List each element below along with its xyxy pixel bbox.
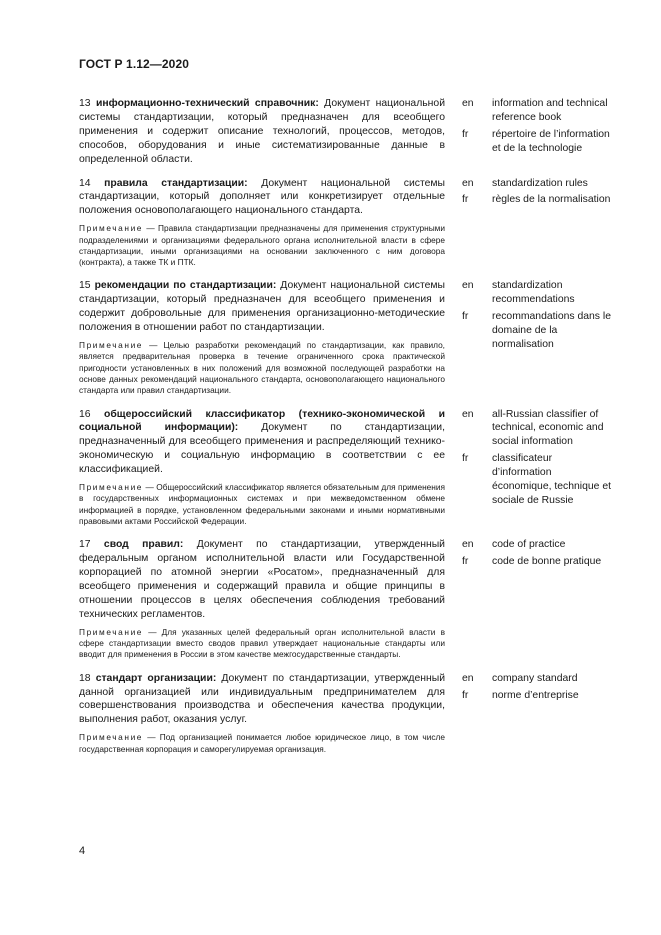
note-text: — Общероссийский классификатор является обязательным для применения в государственных информационных системах и при межведомственном обмене информацией в порядке, установленном федеральными законами и иными нормативными правовыми актами Российской Федерации. (79, 482, 445, 526)
term-body (79, 177, 445, 275)
term-note (79, 627, 445, 661)
term-number: 18 (79, 672, 91, 684)
term-entry (79, 538, 613, 666)
term-number: 17 (79, 539, 91, 551)
term-body (79, 279, 445, 402)
term-body (79, 408, 445, 534)
equivalent-en-text: all-Russian classifier of technical, economic and social information (492, 408, 604, 448)
term-definition-text: Документ по стандартизации, предназначенный для всеобщего применения и распределяющий технико-экономическую и социальную информацию в соответствии с ее классификацией. (79, 422, 445, 476)
term-equivalents (445, 672, 613, 761)
equivalent-fr-text: règles de la normalisation (492, 194, 611, 206)
term-definition (79, 279, 445, 335)
term-number: 15 (79, 280, 91, 292)
term-note (79, 732, 445, 755)
term-equivalents (445, 279, 613, 402)
term-equivalents (445, 408, 613, 534)
equivalent-en-text: standardization recommendations (492, 280, 575, 306)
equivalent-en: en code of practice (445, 538, 613, 552)
terms-list (79, 97, 613, 766)
note-label: Примечание (79, 732, 144, 743)
page-number: 4 (79, 845, 86, 857)
term-entry (79, 408, 613, 534)
equivalent-fr: fr code de bonne pratique (445, 555, 613, 569)
term-title: общероссийский классификатор (технико-экономической и социальной информации): (79, 408, 445, 434)
term-title: свод правил: (103, 539, 184, 551)
equivalent-fr: fr recommandations dans le domaine de la normalisation (445, 310, 613, 352)
equivalent-fr-text: code de bonne pratique (492, 556, 602, 568)
term-definition (79, 672, 445, 728)
equivalent-en-text: code of practice (492, 539, 566, 551)
term-definition (79, 97, 445, 167)
term-equivalents (445, 97, 613, 172)
equivalent-fr: fr répertoire de l’information et de la technologie (445, 128, 613, 156)
equivalent-en-text: information and technical reference book (492, 98, 608, 123)
note-label: Примечание (79, 223, 144, 234)
term-body (79, 672, 445, 761)
note-label: Примечание (79, 626, 144, 637)
note-label: Примечание (79, 340, 144, 351)
term-definition-text: Документ по стандартизации, утвержденный данной организацией или индивидуальным предпринимателем для совершенствования производства и обеспечения качества продукции, выполнения работ, оказания услуг. (79, 672, 445, 726)
equivalent-fr: fr norme d’entreprise (445, 689, 613, 703)
term-body (79, 538, 445, 666)
term-equivalents (445, 177, 613, 275)
term-definition (79, 177, 445, 219)
term-definition-text: Документ национальной системы стандартизации, который предназначен для всеобщего применения и содержит добровольные для применения организационно-методические положения в отношении работ по стандартизации. (79, 280, 445, 334)
term-entry (79, 672, 613, 761)
equivalent-en: en all-Russian classifier of technical, economic and social information (445, 408, 613, 450)
term-title: стандарт организации: (95, 672, 217, 684)
term-note (79, 340, 445, 396)
equivalent-en: en information and technical reference book (445, 97, 613, 125)
term-definition (79, 408, 445, 478)
equivalent-en: en standardization recommendations (445, 279, 613, 307)
equivalent-en: en standardization rules (445, 177, 613, 191)
term-title: рекомендации по стандартизации: (94, 280, 277, 292)
term-entry (79, 97, 613, 172)
equivalent-fr-text: norme d’entreprise (492, 689, 579, 701)
term-definition (79, 538, 445, 621)
equivalent-en-text: company standard (492, 672, 578, 684)
note-text: — Под организацией понимается любое юридическое лицо, в том числе государственная корпорация и саморегулируемая организация. (79, 732, 445, 754)
document-header: ГОСТ Р 1.12—2020 (79, 57, 189, 71)
term-note (79, 482, 445, 527)
note-label: Примечание (79, 482, 144, 493)
equivalent-fr: fr règles de la normalisation (445, 193, 613, 207)
term-title: информационно-технический справочник: (95, 98, 319, 109)
equivalent-fr: fr classificateur d’information économique, technique et sociale de Russie (462, 453, 612, 506)
equivalent-fr-text: recommandations dans le domaine de la normalisation (492, 311, 611, 351)
term-definition-text: Документ национальной системы стандартизации, который предназначен для всеобщего применения и содержит описание технологий, процессов, методов, способов, оборудования и иные систематизированные данные в определенной области. (79, 98, 446, 165)
term-note (79, 223, 445, 268)
term-body (79, 97, 445, 172)
term-number: 14 (79, 177, 91, 189)
equivalent-en: en company standard (445, 672, 613, 686)
term-number: 16 (79, 408, 91, 420)
term-title: правила стандартизации: (104, 177, 248, 189)
term-definition-text: Документ национальной системы стандартизации, который дополняет или конкретизирует отдельные положения основополагающего национального стандарта. (79, 177, 446, 217)
term-equivalents (445, 538, 613, 666)
equivalent-en-text: standardization rules (492, 177, 588, 189)
term-entry (79, 177, 613, 275)
term-definition-text: Документ по стандартизации, утвержденный федеральным органом исполнительной власти или Государственной корпорацией по атомной энергии «Росатом», предназначенный для всеобщего применения и содержащий правила и общие принципы в отношении процессов в целях обеспечения соблюдения требований технических регламентов. (79, 539, 445, 620)
term-number: 13 (79, 98, 91, 109)
note-text: — Правила стандартизации предназначены для применения структурными подразделениями и организациями федерального органа исполнительной власти в сфере стандартизации, иными организациями на основании заключенного с ним договора (контракта), а также ТК и ПТК. (79, 223, 445, 268)
equivalent-fr-text: classificateur d’information économique, technique et sociale de Russie (492, 453, 612, 506)
note-text: — Целью разработки рекомендаций по стандартизации, как правило, является предварительная проверка в течение ограниченного срока практической пригодности установленных в них положений для возможной последующей разработки на основе данных рекомендаций национального стандарта, основополагающего национального стандарта или правил стандартизации. (79, 340, 445, 396)
equivalent-fr-text: répertoire de l’information et de la technologie (492, 128, 610, 154)
term-entry (79, 279, 613, 402)
note-text: — Для указанных целей федеральный орган исполнительной власти в сфере стандартизации вместо сводов правил утверждает национальные стандарты или вводит для применения в России в этом качестве межгосударственные стандарты. (79, 626, 445, 660)
